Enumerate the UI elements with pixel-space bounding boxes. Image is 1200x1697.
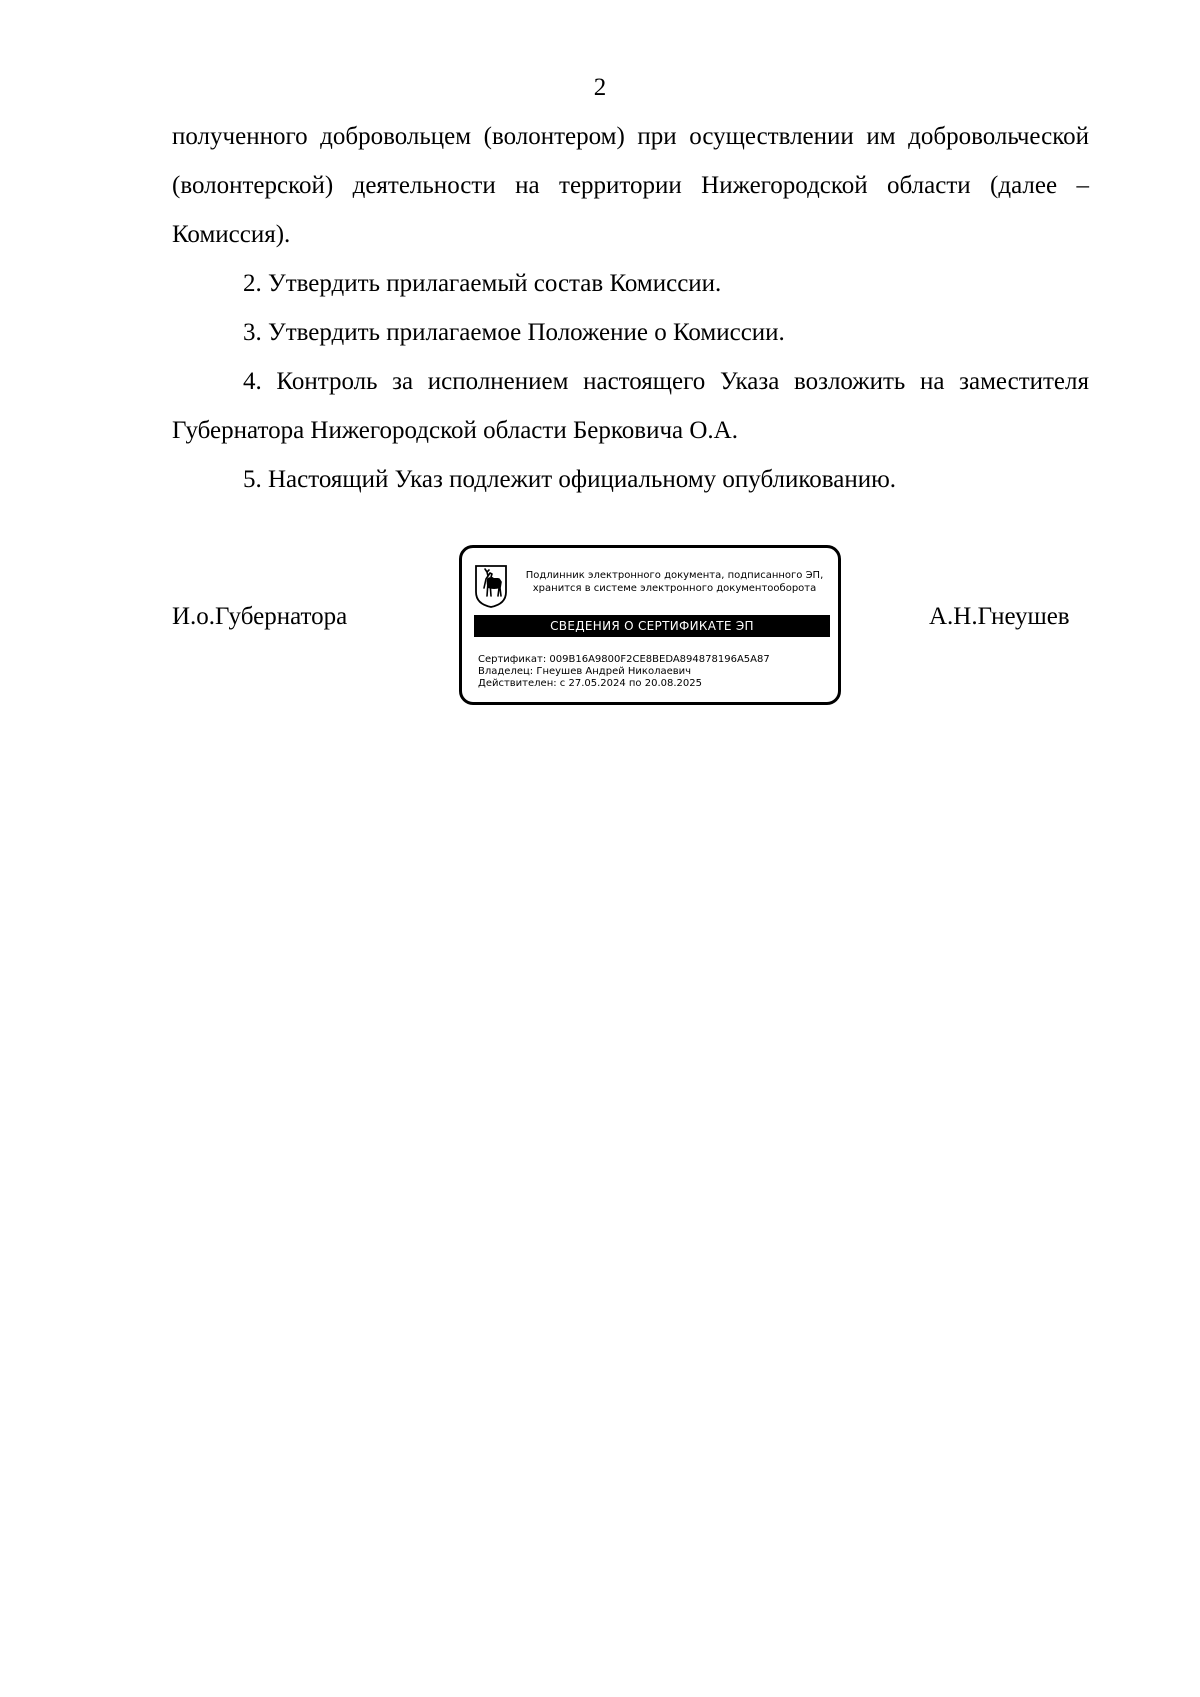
signatory-name: А.Н.Гнеушев bbox=[929, 603, 1070, 630]
certificate-serial: Сертификат: 009B16A9800F2CE8BEDA894878196A5A87 bbox=[478, 654, 770, 665]
stamp-header bbox=[512, 569, 837, 595]
paragraph-item-3: 3. Утвердить прилагаемое Положение о Комиссии. bbox=[243, 319, 785, 346]
signatory-title: И.о.Губернатора bbox=[172, 603, 348, 630]
document-body bbox=[172, 112, 1089, 504]
paragraph-item-5: 5. Настоящий Указ подлежит официальному опубликованию. bbox=[243, 466, 897, 493]
stamp-header-line-2: хранится в системе электронного документооборота bbox=[532, 583, 817, 594]
stamp-header-line-1: Подлинник электронного документа, подписанного ЭП, bbox=[525, 570, 824, 581]
electronic-signature-stamp bbox=[459, 545, 841, 705]
paragraph-item-2: 2. Утвердить прилагаемый состав Комиссии. bbox=[243, 270, 722, 297]
deer-coat-of-arms-icon bbox=[474, 564, 508, 608]
certificate-validity: Действителен: с 27.05.2024 по 20.08.2025 bbox=[478, 678, 702, 689]
paragraph-item-4: 4. Контроль за исполнением настоящего Указа возложить на заместителя Губернатора Нижегородской области Берковича О.А. bbox=[172, 368, 1089, 444]
certificate-info-band: СВЕДЕНИЯ О СЕРТИФИКАТЕ ЭП bbox=[474, 615, 830, 637]
certificate-owner: Владелец: Гнеушев Андрей Николаевич bbox=[478, 666, 692, 677]
paragraph-continuation: полученного добровольцем (волонтером) при осуществлении им добровольческой (волонтерской) деятельности на территории Нижегородской области (далее – Комиссия). bbox=[172, 123, 1089, 248]
page-number: 2 bbox=[593, 74, 607, 101]
certificate-details bbox=[478, 654, 770, 690]
